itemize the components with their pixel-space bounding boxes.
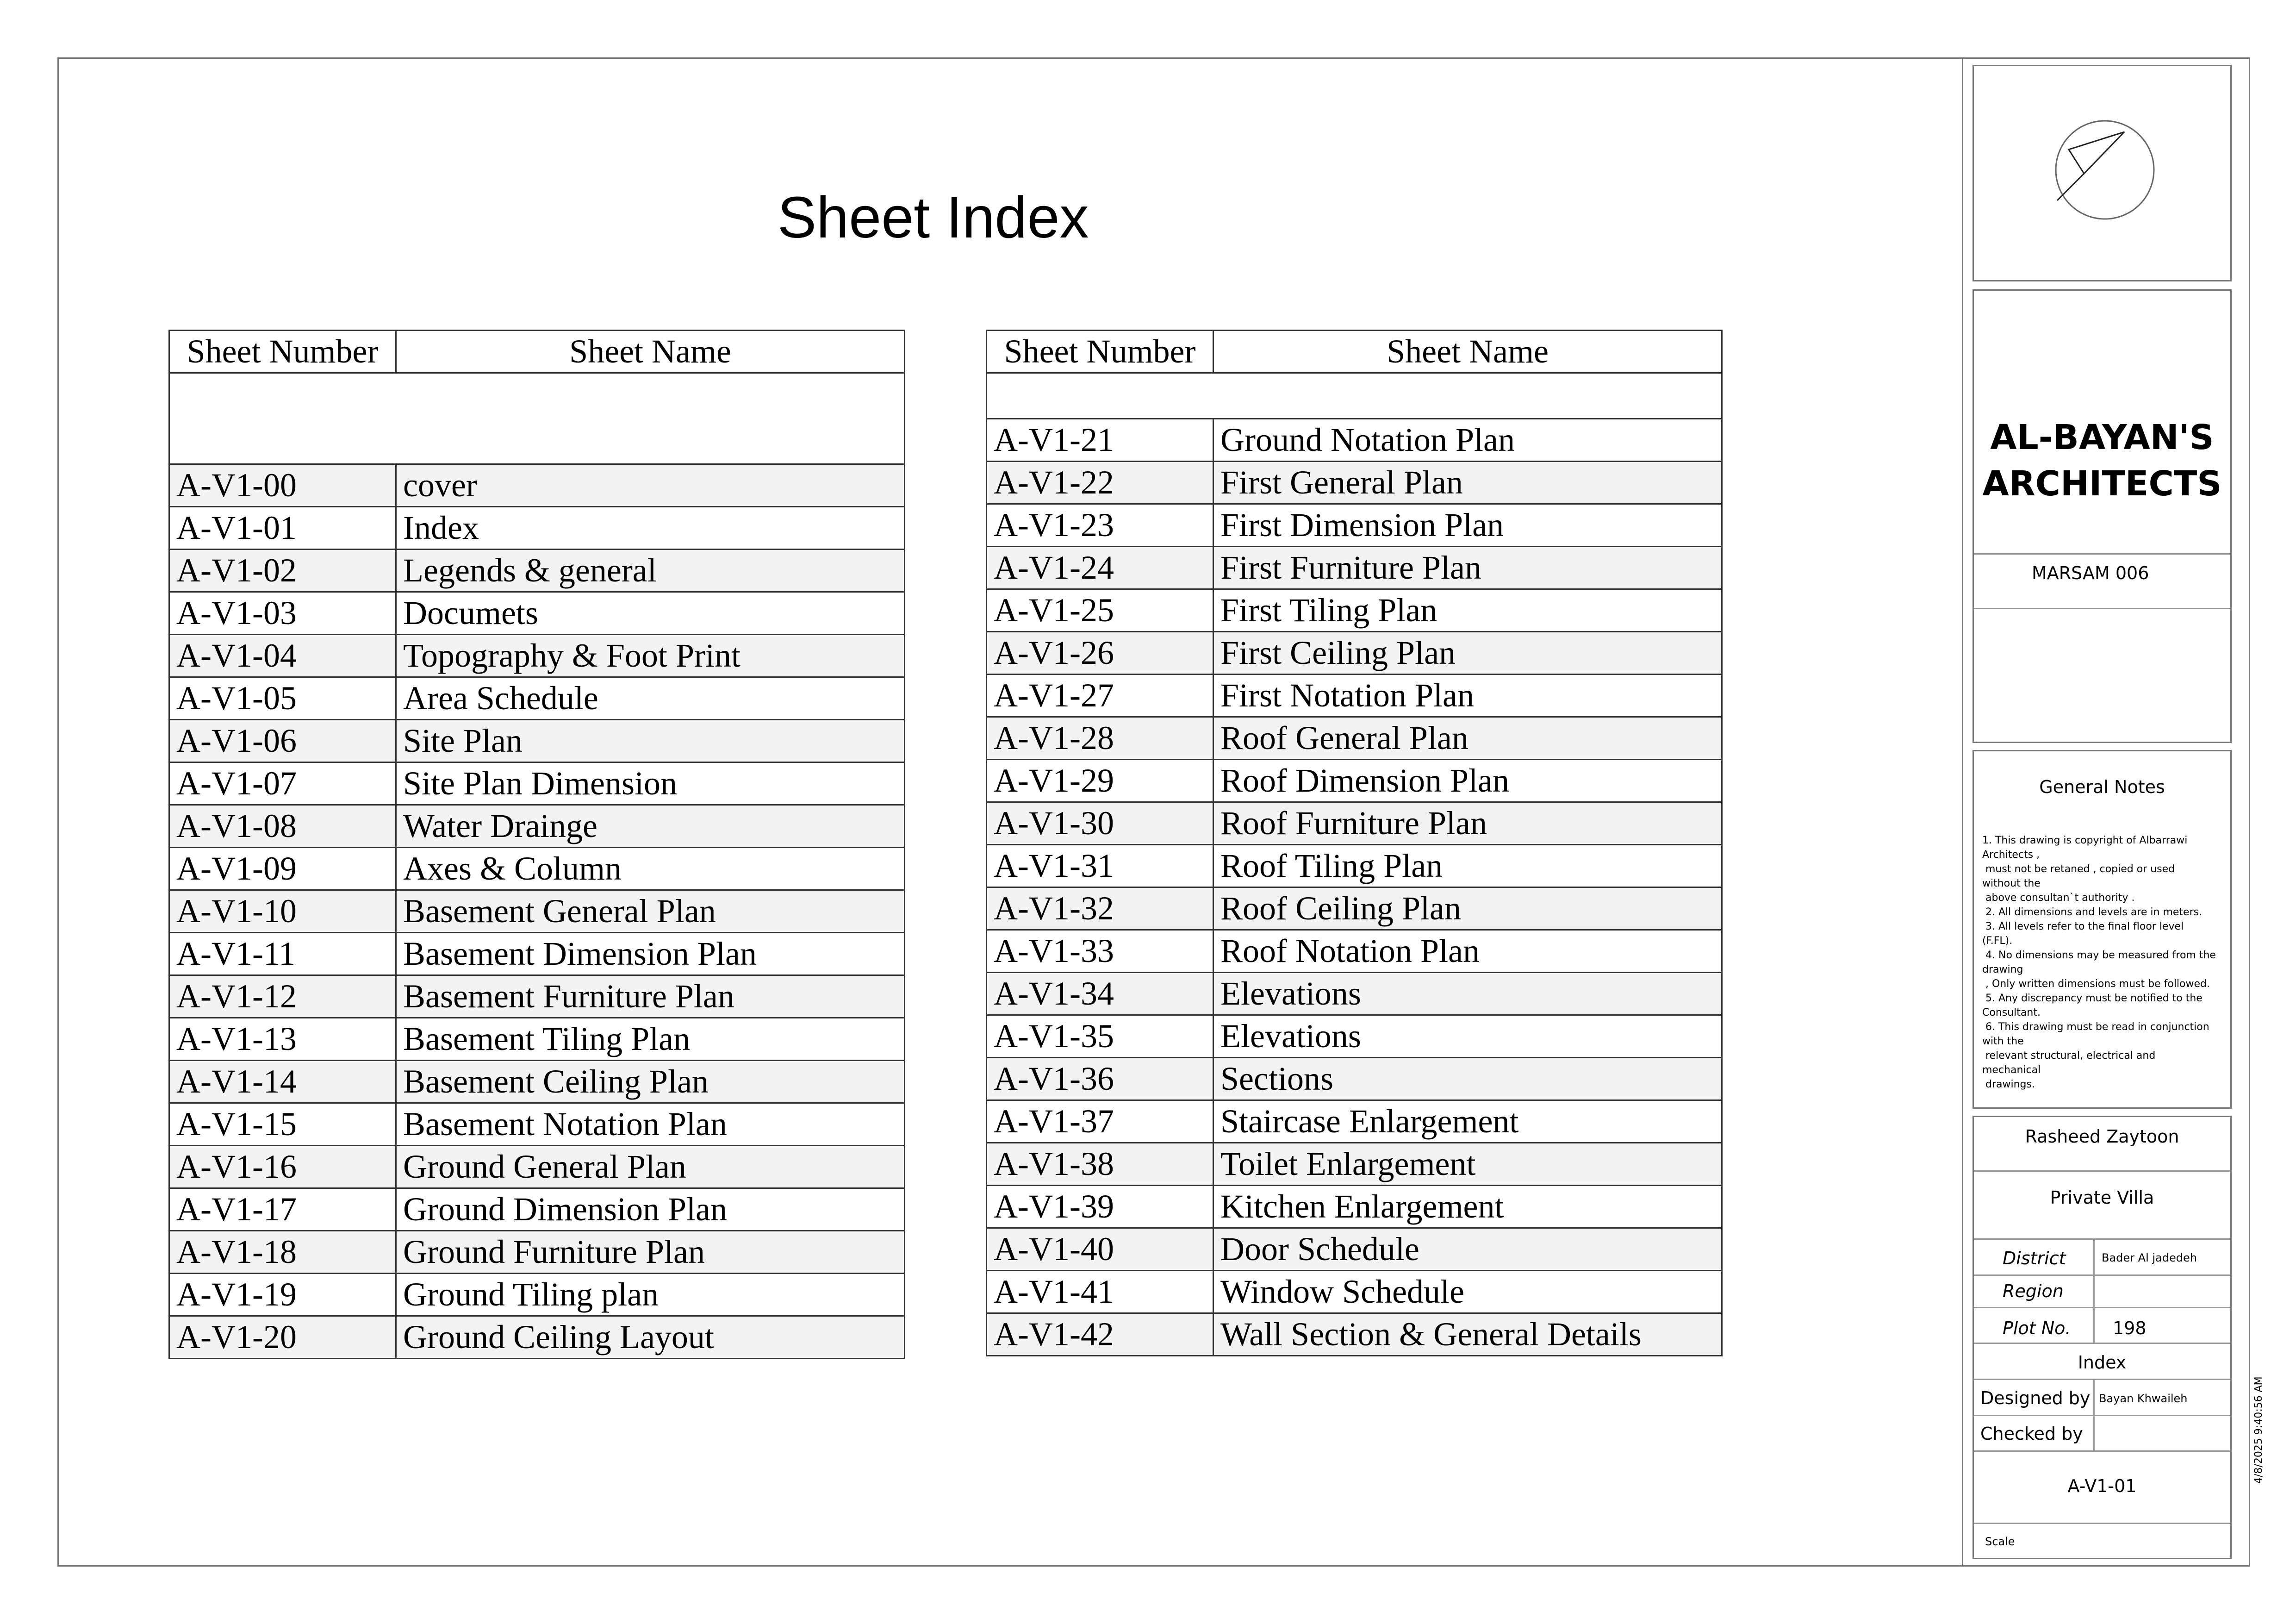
sheet-name-cell: Documets — [396, 592, 905, 635]
table-row — [169, 762, 905, 805]
project-info-box — [1972, 1116, 2232, 1559]
general-notes-text: 1. This drawing is copyright of Albarrawi Architects , must not be retaned , copied or used without the above consultan`t authority . 2. All dimensions and levels are in meters. 3. All levels refer to the final floor level (F.FL). 4. No dimensions may be measured from the drawing , Only written dimensions must be followed. 5. Any discrepancy must be notified to the Consultant. 6. This drawing must be read in conjunction with the relevant structural, electrical and mechanical drawings. — [1982, 835, 2216, 1090]
table-row — [987, 1015, 1722, 1058]
table-row — [987, 717, 1722, 760]
sheet-name-cell: Roof Tiling Plan — [1213, 845, 1722, 887]
sheet-number-cell: A-V1-34 — [987, 973, 1213, 1015]
table-row — [987, 1186, 1722, 1228]
sheet-number-cell: A-V1-02 — [169, 550, 396, 592]
sheet-name-cell: Basement Tiling Plan — [396, 1018, 905, 1061]
sheet-number-cell: A-V1-29 — [987, 760, 1213, 802]
table-row — [169, 1103, 905, 1146]
sheet-name-cell: cover — [396, 464, 905, 507]
divider — [1974, 1170, 2230, 1172]
sheet-number-cell: A-V1-24 — [987, 547, 1213, 589]
sheet-title: Index — [2078, 1352, 2127, 1373]
divider — [1974, 1307, 2230, 1308]
table-row — [169, 720, 905, 762]
district-value: Bader Al jadedeh — [2102, 1251, 2197, 1264]
marsam-label: MARSAM 006 — [2032, 563, 2149, 583]
header-sheet-name: Sheet Name — [1213, 331, 1722, 373]
sheet-number-cell: A-V1-42 — [987, 1313, 1213, 1356]
sheet-name-cell: Roof Dimension Plan — [1213, 760, 1722, 802]
sheet-name-cell: Kitchen Enlargement — [1213, 1186, 1722, 1228]
header-sheet-number: Sheet Number — [169, 331, 396, 373]
sheet-name-cell: Staircase Enlargement — [1213, 1100, 1722, 1143]
sheet-name-cell: Axes & Column — [396, 848, 905, 890]
sheet-number-cell: A-V1-26 — [987, 632, 1213, 675]
divider — [1974, 1450, 2230, 1452]
sheet-number-cell: A-V1-11 — [169, 933, 396, 975]
plot-label: Plot No. — [2003, 1318, 2071, 1338]
firm-box — [1972, 289, 2232, 743]
sheet-number-cell: A-V1-39 — [987, 1186, 1213, 1228]
sheet-name-cell: Basement Furniture Plan — [396, 975, 905, 1018]
sheet-name-cell: First Dimension Plan — [1213, 504, 1722, 547]
sheet-number-cell: A-V1-21 — [987, 419, 1213, 462]
region-label: Region — [2003, 1281, 2064, 1301]
sheet-number-cell: A-V1-01 — [169, 507, 396, 550]
sheet-name-cell: First Ceiling Plan — [1213, 632, 1722, 675]
sheet-name-cell: Sections — [1213, 1058, 1722, 1100]
compass-logo-icon — [1974, 66, 2230, 280]
sheet-name-cell: Roof Ceiling Plan — [1213, 887, 1722, 930]
sheet-number-cell: A-V1-41 — [987, 1271, 1213, 1313]
sheet-number-cell: A-V1-19 — [169, 1274, 396, 1316]
divider — [1974, 608, 2230, 609]
sheet-number: A-V1-01 — [2067, 1476, 2137, 1496]
sheet-number-cell: A-V1-06 — [169, 720, 396, 762]
table-row — [169, 1061, 905, 1103]
general-notes-title: General Notes — [2039, 777, 2165, 797]
table-row — [987, 1228, 1722, 1271]
checked-by-label: Checked by — [1980, 1424, 2083, 1444]
scale-label: Scale — [1985, 1535, 2015, 1548]
divider — [2093, 1238, 2095, 1343]
table-row — [987, 675, 1722, 717]
divider — [1974, 1274, 2230, 1276]
sheet-name-cell: Elevations — [1213, 973, 1722, 1015]
divider — [1974, 1523, 2230, 1524]
sheet-name-cell: First Furniture Plan — [1213, 547, 1722, 589]
sheet-number-cell: A-V1-33 — [987, 930, 1213, 973]
table-row — [987, 802, 1722, 845]
sheet-name-cell: Ground Notation Plan — [1213, 419, 1722, 462]
header-sheet-number: Sheet Number — [987, 331, 1213, 373]
sheet-index-table-right — [986, 330, 1723, 1356]
sheet-name-cell: Ground Dimension Plan — [396, 1188, 905, 1231]
sheet-name-cell: Window Schedule — [1213, 1271, 1722, 1313]
blank-row — [169, 373, 905, 464]
table-row — [987, 632, 1722, 675]
sheet-number-cell: A-V1-12 — [169, 975, 396, 1018]
table-row — [987, 930, 1722, 973]
sheet-number-cell: A-V1-15 — [169, 1103, 396, 1146]
sheet-number-cell: A-V1-04 — [169, 635, 396, 677]
table-row — [987, 462, 1722, 504]
firm-name-line2: ARCHITECTS — [1982, 464, 2222, 504]
sheet-number-cell: A-V1-20 — [169, 1316, 396, 1359]
sheet-name-cell: Basement General Plan — [396, 890, 905, 933]
table-row — [987, 589, 1722, 632]
table-row — [169, 848, 905, 890]
sheet-name-cell: Water Drainge — [396, 805, 905, 848]
sheet-number-cell: A-V1-40 — [987, 1228, 1213, 1271]
sheet-name-cell: Basement Ceiling Plan — [396, 1061, 905, 1103]
sheet-name-cell: Roof Notation Plan — [1213, 930, 1722, 973]
divider — [1974, 1343, 2230, 1344]
sheet-index-table-left — [168, 330, 905, 1359]
sheet-name-cell: Area Schedule — [396, 677, 905, 720]
sheet-number-cell: A-V1-18 — [169, 1231, 396, 1274]
sheet-name-cell: Door Schedule — [1213, 1228, 1722, 1271]
table-row — [987, 973, 1722, 1015]
sheet-name-cell: Ground Furniture Plan — [396, 1231, 905, 1274]
table-row — [169, 1316, 905, 1359]
blank-row — [987, 373, 1722, 419]
sheet-number-cell: A-V1-23 — [987, 504, 1213, 547]
table-row — [987, 419, 1722, 462]
sheet-name-cell: Topography & Foot Print — [396, 635, 905, 677]
sheet-number-cell: A-V1-28 — [987, 717, 1213, 760]
table-row — [987, 547, 1722, 589]
table-row — [169, 933, 905, 975]
table-row — [169, 507, 905, 550]
sheet-name-cell: Ground Tiling plan — [396, 1274, 905, 1316]
sheet-number-cell: A-V1-13 — [169, 1018, 396, 1061]
sheet-number-cell: A-V1-36 — [987, 1058, 1213, 1100]
designed-by-label: Designed by — [1980, 1388, 2091, 1408]
table-row — [169, 890, 905, 933]
table-row — [169, 1274, 905, 1316]
table-row — [169, 550, 905, 592]
sheet-name-cell: Basement Notation Plan — [396, 1103, 905, 1146]
sheet-number-cell: A-V1-31 — [987, 845, 1213, 887]
table-row — [169, 1231, 905, 1274]
sheet-number-cell: A-V1-14 — [169, 1061, 396, 1103]
logo-box — [1972, 65, 2232, 281]
sheet-number-cell: A-V1-05 — [169, 677, 396, 720]
sheet-number-cell: A-V1-25 — [987, 589, 1213, 632]
sheet-name-cell: Index — [396, 507, 905, 550]
table-row — [987, 1100, 1722, 1143]
divider — [1974, 1238, 2230, 1240]
sheet-name-cell: Ground General Plan — [396, 1146, 905, 1188]
sheet-name-cell: First Tiling Plan — [1213, 589, 1722, 632]
sheet-number-cell: A-V1-17 — [169, 1188, 396, 1231]
table-row — [169, 1146, 905, 1188]
table-row — [169, 677, 905, 720]
sheet-number-cell: A-V1-27 — [987, 675, 1213, 717]
table-row — [987, 1058, 1722, 1100]
sheet-number-cell: A-V1-07 — [169, 762, 396, 805]
sheet-name-cell: Site Plan — [396, 720, 905, 762]
sheet-name-cell: Ground Ceiling Layout — [396, 1316, 905, 1359]
table-row — [987, 1271, 1722, 1313]
sheet-name-cell: Wall Section & General Details — [1213, 1313, 1722, 1356]
sheet-name-cell: Legends & general — [396, 550, 905, 592]
project-name: Private Villa — [2050, 1187, 2154, 1208]
table-row — [169, 805, 905, 848]
sheet-name-cell: First Notation Plan — [1213, 675, 1722, 717]
firm-name-line1: AL-BAYAN'S — [1990, 418, 2214, 457]
sheet-name-cell: Site Plan Dimension — [396, 762, 905, 805]
sheet-name-cell: Elevations — [1213, 1015, 1722, 1058]
sheet-number-cell: A-V1-37 — [987, 1100, 1213, 1143]
print-date: 4/8/2025 9:40:56 AM — [2253, 1376, 2265, 1484]
table-row — [169, 635, 905, 677]
sheet-number-cell: A-V1-35 — [987, 1015, 1213, 1058]
sheet-name-cell: Roof General Plan — [1213, 717, 1722, 760]
sheet-number-cell: A-V1-30 — [987, 802, 1213, 845]
sheet-number-cell: A-V1-22 — [987, 462, 1213, 504]
sheet-number-cell: A-V1-16 — [169, 1146, 396, 1188]
page-title: Sheet Index — [778, 185, 1089, 250]
table-row — [987, 1143, 1722, 1186]
table-row — [169, 1018, 905, 1061]
table-row — [987, 504, 1722, 547]
sheet-number-cell: A-V1-00 — [169, 464, 396, 507]
designed-by-value: Bayan Khwaileh — [2099, 1392, 2188, 1405]
plot-value: 198 — [2113, 1318, 2147, 1338]
table-row — [169, 464, 905, 507]
sheet-number-cell: A-V1-03 — [169, 592, 396, 635]
table-row — [169, 592, 905, 635]
table-row — [987, 1313, 1722, 1356]
client-name: Rasheed Zaytoon — [2025, 1126, 2179, 1147]
sheet-name-cell: Toilet Enlargement — [1213, 1143, 1722, 1186]
sheet-number-cell: A-V1-38 — [987, 1143, 1213, 1186]
sheet-number-cell: A-V1-08 — [169, 805, 396, 848]
sheet-name-cell: Roof Furniture Plan — [1213, 802, 1722, 845]
divider — [1974, 553, 2230, 555]
header-sheet-name: Sheet Name — [396, 331, 905, 373]
table-row — [987, 887, 1722, 930]
table-row — [987, 760, 1722, 802]
divider — [1974, 1415, 2230, 1416]
sheet-number-cell: A-V1-09 — [169, 848, 396, 890]
sheet-number-cell: A-V1-32 — [987, 887, 1213, 930]
district-label: District — [2003, 1248, 2066, 1268]
table-row — [987, 845, 1722, 887]
sheet-name-cell: First General Plan — [1213, 462, 1722, 504]
table-row — [169, 975, 905, 1018]
sheet-name-cell: Basement Dimension Plan — [396, 933, 905, 975]
divider — [1974, 1379, 2230, 1380]
table-row — [169, 1188, 905, 1231]
sheet-number-cell: A-V1-10 — [169, 890, 396, 933]
